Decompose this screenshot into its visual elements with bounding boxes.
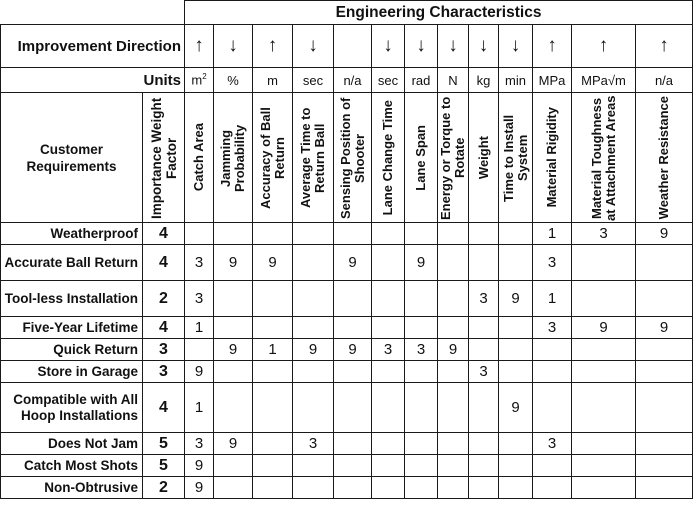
direction-arrow-icon: ↓ [438,25,469,68]
relationship-cell [372,361,405,383]
relationship-cell [469,477,499,499]
unit-text: kg [476,72,491,88]
relationship-cell [214,477,253,499]
unit-cell [185,68,214,93]
relationship-cell [334,455,372,477]
relationship-cell [499,339,533,361]
relationship-cell [334,383,372,433]
characteristic-header [405,93,438,223]
unit-text: sec [377,72,399,88]
importance-weight: 4 [143,317,185,339]
relationship-cell [334,361,372,383]
relationship-cell: 9 [185,455,214,477]
relationship-cell: 9 [499,383,533,433]
relationship-cell [469,433,499,455]
requirement-name: Store in Garage [1,361,143,383]
unit-text: sec [302,72,324,88]
relationship-cell [572,361,636,383]
relationship-cell [293,281,334,317]
relationship-cell: 3 [372,339,405,361]
relationship-cell: 9 [499,281,533,317]
relationship-cell [253,433,293,455]
table-row [1,281,693,317]
importance-weight: 4 [143,245,185,281]
direction-arrow-icon: ↓ [499,25,533,68]
relationship-cell [405,455,438,477]
relationship-cell [253,455,293,477]
relationship-cell [293,361,334,383]
requirement-name: Compatible with All Hoop Installations [1,383,143,433]
units-label: Units [1,68,185,93]
relationship-cell: 9 [185,477,214,499]
relationship-cell: 3 [405,339,438,361]
relationship-cell [499,455,533,477]
direction-arrow-icon: ↑ [636,25,693,68]
relationship-cell [438,223,469,245]
characteristic-header [533,93,572,223]
relationship-cell [253,317,293,339]
relationship-cell: 9 [636,317,693,339]
characteristic-header [572,93,636,223]
improvement-direction-label: Improvement Direction [1,25,185,68]
characteristic-header [334,93,372,223]
characteristic-header [185,93,214,223]
relationship-cell [293,223,334,245]
unit-cell [572,68,636,93]
relationship-cell [499,477,533,499]
unit-cell [636,68,693,93]
relationship-cell [405,281,438,317]
relationship-cell: 9 [253,245,293,281]
relationship-cell [438,477,469,499]
engineering-characteristics-title: Engineering Characteristics [185,1,693,25]
unit-text: N [448,72,458,88]
relationship-cell [372,477,405,499]
characteristic-header [438,93,469,223]
importance-weight-header [143,93,185,223]
table-row [1,317,693,339]
relationship-cell [405,361,438,383]
relationship-cell: 9 [214,339,253,361]
table-row [1,245,693,281]
relationship-cell [214,317,253,339]
relationship-cell: 9 [438,339,469,361]
relationship-cell [405,477,438,499]
direction-arrow-icon: ↑ [253,25,293,68]
relationship-cell [334,281,372,317]
relationship-cell [636,245,693,281]
characteristic-header [293,93,334,223]
relationship-cell [293,383,334,433]
relationship-cell: 9 [214,433,253,455]
relationship-cell [533,477,572,499]
characteristic-name: Sensing Position of Shooter [337,96,367,219]
relationship-cell: 9 [405,245,438,281]
relationship-cell [572,455,636,477]
relationship-cell [185,223,214,245]
relationship-cell: 9 [293,339,334,361]
relationship-cell [572,245,636,281]
relationship-cell: 9 [334,245,372,281]
relationship-cell: 3 [469,361,499,383]
importance-weight: 3 [143,339,185,361]
relationship-cell: 1 [253,339,293,361]
relationship-cell [438,245,469,281]
direction-arrow-icon: ↓ [293,25,334,68]
unit-cell [533,68,572,93]
requirement-name: Non-Obtrusive [1,477,143,499]
relationship-cell [636,433,693,455]
relationship-cell: 1 [533,281,572,317]
characteristic-name: Lane Change Time [380,99,395,216]
relationship-cell [253,383,293,433]
characteristic-name: Jamming Probability [218,123,247,192]
relationship-cell [334,433,372,455]
relationship-cell [572,433,636,455]
characteristic-name: Average Time to Return Ball [298,107,327,208]
direction-arrow-icon: ↓ [469,25,499,68]
unit-text: rad [411,72,431,88]
importance-weight-label: Importance Weight Factor [148,96,179,219]
direction-arrow-icon: ↓ [405,25,438,68]
relationship-cell: 9 [334,339,372,361]
requirement-name: Weatherproof [1,223,143,245]
relationship-cell [214,361,253,383]
relationship-cell: 9 [636,223,693,245]
relationship-cell [438,433,469,455]
relationship-cell [499,317,533,339]
relationship-cell [469,223,499,245]
relationship-cell [185,339,214,361]
relationship-cell [293,317,334,339]
relationship-cell: 3 [185,245,214,281]
relationship-cell: 3 [469,281,499,317]
importance-weight: 5 [143,433,185,455]
relationship-cell [533,383,572,433]
relationship-cell: 3 [533,433,572,455]
relationship-cell: 3 [185,281,214,317]
table-row [1,339,693,361]
relationship-cell [405,383,438,433]
relationship-cell [499,361,533,383]
unit-text: MPa√m [581,72,626,88]
relationship-cell [533,361,572,383]
relationship-cell: 9 [214,245,253,281]
table-row [1,361,693,383]
characteristic-name: Accuracy of Ball Return [257,106,287,209]
unit-text: m [191,72,203,88]
characteristic-name: Weight [475,135,491,180]
unit-text: n/a [654,72,674,88]
unit-text: MPa [538,72,566,88]
unit-text: % [227,72,239,88]
characteristic-name: Time to Install System [500,113,530,202]
requirement-name: Five-Year Lifetime [1,317,143,339]
direction-arrow-icon: ↑ [572,25,636,68]
unit-text: m [267,72,278,88]
table-row [1,383,693,433]
relationship-cell [636,383,693,433]
direction-arrow-icon: ↓ [372,25,405,68]
relationship-cell [293,477,334,499]
importance-weight: 5 [143,455,185,477]
table-row [1,223,693,245]
direction-arrow-icon: ↓ [214,25,253,68]
relationship-cell [253,477,293,499]
relationship-cell [636,455,693,477]
direction-arrow-icon [334,25,372,68]
relationship-cell [214,383,253,433]
relationship-cell [499,245,533,281]
characteristic-name: Catch Area [191,123,206,192]
relationship-cell [499,433,533,455]
unit-text: n/a [343,72,362,88]
characteristic-name: Material Toughness at Attachment Areas [588,94,618,221]
characteristic-header [372,93,405,223]
relationship-cell [293,455,334,477]
unit-superscript: 2 [202,72,207,82]
relationship-cell [214,281,253,317]
relationship-cell: 9 [185,361,214,383]
unit-cell [499,68,533,93]
characteristic-header [636,93,693,223]
relationship-cell [372,281,405,317]
requirement-name: Tool-less Installation [1,281,143,317]
relationship-cell [372,223,405,245]
unit-text: min [505,72,526,88]
relationship-cell [438,383,469,433]
relationship-cell [405,223,438,245]
table-row [1,433,693,455]
direction-arrow-icon: ↑ [533,25,572,68]
relationship-cell [438,361,469,383]
relationship-cell [334,317,372,339]
relationship-cell [572,383,636,433]
relationship-cell [253,361,293,383]
relationship-cell [469,339,499,361]
relationship-cell [499,223,533,245]
characteristic-header [499,93,533,223]
importance-weight: 4 [143,383,185,433]
unit-cell [334,68,372,93]
unit-cell [372,68,405,93]
characteristic-header [469,93,499,223]
relationship-cell [438,317,469,339]
relationship-cell [533,455,572,477]
relationship-cell [253,223,293,245]
relationship-cell: 9 [572,317,636,339]
relationship-cell [372,317,405,339]
characteristic-header [214,93,253,223]
unit-cell [214,68,253,93]
relationship-cell [469,455,499,477]
relationship-cell [334,223,372,245]
relationship-cell [214,455,253,477]
requirement-name: Accurate Ball Return [1,245,143,281]
relationship-cell [334,477,372,499]
table-row [1,455,693,477]
unit-cell [293,68,334,93]
importance-weight: 4 [143,223,185,245]
relationship-cell [533,339,572,361]
relationship-cell: 3 [533,317,572,339]
relationship-cell [405,317,438,339]
relationship-cell: 3 [185,433,214,455]
unit-cell [253,68,293,93]
relationship-cell [469,317,499,339]
requirement-name: Catch Most Shots [1,455,143,477]
relationship-cell [293,245,334,281]
relationship-cell: 1 [185,317,214,339]
relationship-cell: 3 [572,223,636,245]
characteristic-name: Lane Span [413,124,428,191]
relationship-cell [405,433,438,455]
characteristic-name: Material Rigidity [544,107,559,208]
relationship-cell: 1 [185,383,214,433]
characteristic-name: Weather Resistance [656,95,671,220]
importance-weight: 3 [143,361,185,383]
relationship-cell [572,339,636,361]
relationship-cell: 3 [293,433,334,455]
characteristic-name: Energy or Torque to Rotate [438,95,467,220]
relationship-cell [214,223,253,245]
relationship-cell [372,455,405,477]
relationship-cell [636,281,693,317]
relationship-cell [572,477,636,499]
corner-blank [1,1,185,25]
relationship-cell: 1 [533,223,572,245]
relationship-cell [636,339,693,361]
unit-cell [469,68,499,93]
customer-requirements-header: Customer Requirements [1,93,143,223]
relationship-cell [572,281,636,317]
relationship-cell [438,455,469,477]
relationship-cell [636,361,693,383]
importance-weight: 2 [143,281,185,317]
characteristic-header [253,93,293,223]
direction-arrow-icon: ↑ [185,25,214,68]
table-row [1,477,693,499]
relationship-cell [469,245,499,281]
relationship-cell [438,281,469,317]
relationship-cell [372,245,405,281]
requirement-name: Does Not Jam [1,433,143,455]
unit-cell [438,68,469,93]
requirement-name: Quick Return [1,339,143,361]
relationship-cell [469,383,499,433]
unit-cell [405,68,438,93]
relationship-cell [372,383,405,433]
relationship-cell [253,281,293,317]
relationship-cell [372,433,405,455]
relationship-cell [636,477,693,499]
relationship-cell: 3 [533,245,572,281]
importance-weight: 2 [143,477,185,499]
